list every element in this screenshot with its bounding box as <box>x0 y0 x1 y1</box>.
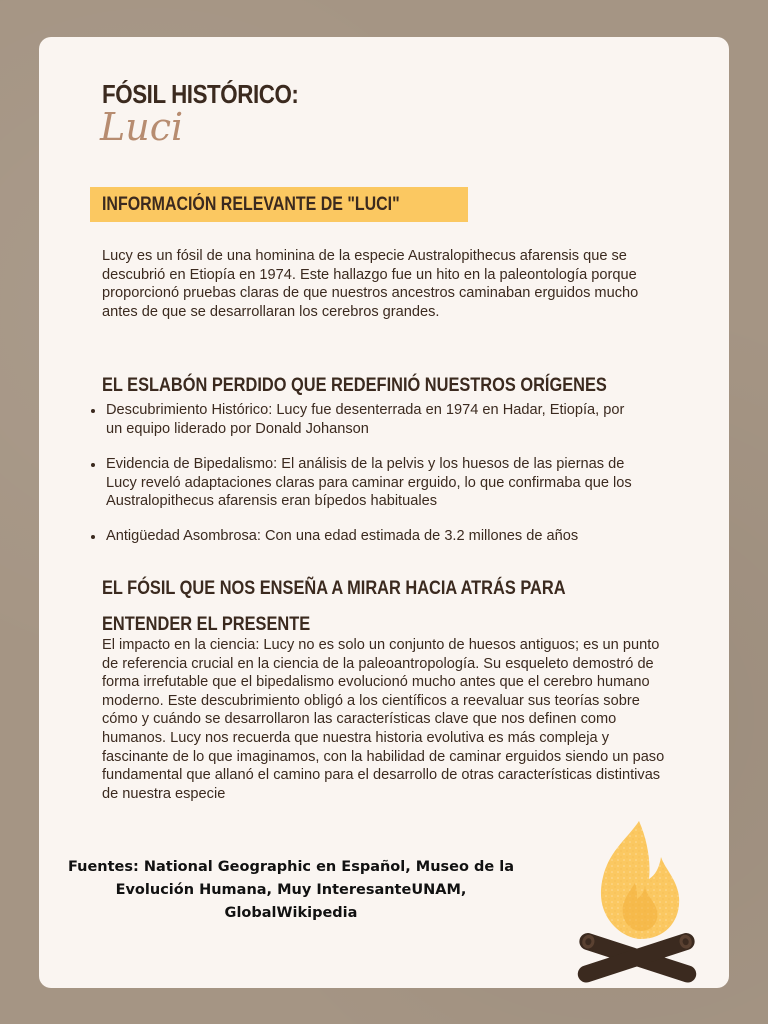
section2-heading-line2: ENTENDER EL PRESENTE <box>102 613 311 635</box>
section-label-badge <box>90 187 468 222</box>
document-card <box>39 37 729 988</box>
flame-icon <box>601 821 679 939</box>
section-label-text: INFORMACIÓN RELEVANTE DE "LUCI" <box>102 193 400 215</box>
page-title: FÓSIL HISTÓRICO: <box>102 79 299 109</box>
section2-heading <box>102 570 566 642</box>
logs-icon <box>576 931 699 985</box>
section1-heading: EL ESLABÓN PERDIDO QUE REDEFINIÓ NUESTROS ORÍGENES <box>102 374 607 396</box>
page-subtitle: Luci <box>100 105 184 149</box>
section1-bullet-list <box>89 401 634 546</box>
list-item: Evidencia de Bipedalismo: El análisis de la pelvis y los huesos de las piernas de Lucy reveló adaptaciones claras para caminar erguido, lo que confirmaba que los Australopithecus afarensis eran bípedos habituales <box>89 455 634 511</box>
list-item: Descubrimiento Histórico: Lucy fue desenterrada en 1974 en Hadar, Etiopía, por un equipo liderado por Donald Johanson <box>89 401 634 438</box>
list-item: Antigüedad Asombrosa: Con una edad estimada de 3.2 millones de años <box>89 527 634 546</box>
sources-text: Fuentes: National Geographic en Español, Museo de la Evolución Humana, Muy InteresanteUNAM, GlobalWikipedia <box>67 859 515 921</box>
intro-paragraph: Lucy es un fósil de una hominina de la especie Australopithecus afarensis que se descubrió en Etiopía en 1974. Este hallazgo fue un hito en la paleontología porque proporcionó pruebas claras de que nuestros ancestros caminaban erguidos mucho antes de que se desarrollaran los cerebros grandes. <box>102 248 639 320</box>
campfire-icon <box>569 817 705 987</box>
section2-paragraph: El impacto en la ciencia: Lucy no es solo un conjunto de huesos antiguos; es un punto de referencia crucial en la ciencia de la paleoantropología. Su esqueleto demostró de forma irrefutable que el bipedalismo evolucionó mucho antes que el cerebro humano moderno. Este descubrimiento obligó a los científicos a reevaluar sus teorías sobre cómo y cuándo se desarrollaron las características clave que nos definen como humanos. Lucy nos recuerda que nuestra historia evolutiva es más compleja y fascinante de lo que imaginamos, con la habilidad de caminar erguidos siendo un paso fundamental que allanó el camino para el desarrollo de otras características distintivas de nuestra especie <box>102 637 665 802</box>
section2-heading-line1: EL FÓSIL QUE NOS ENSEÑA A MIRAR HACIA ATRÁS PARA <box>102 577 566 599</box>
